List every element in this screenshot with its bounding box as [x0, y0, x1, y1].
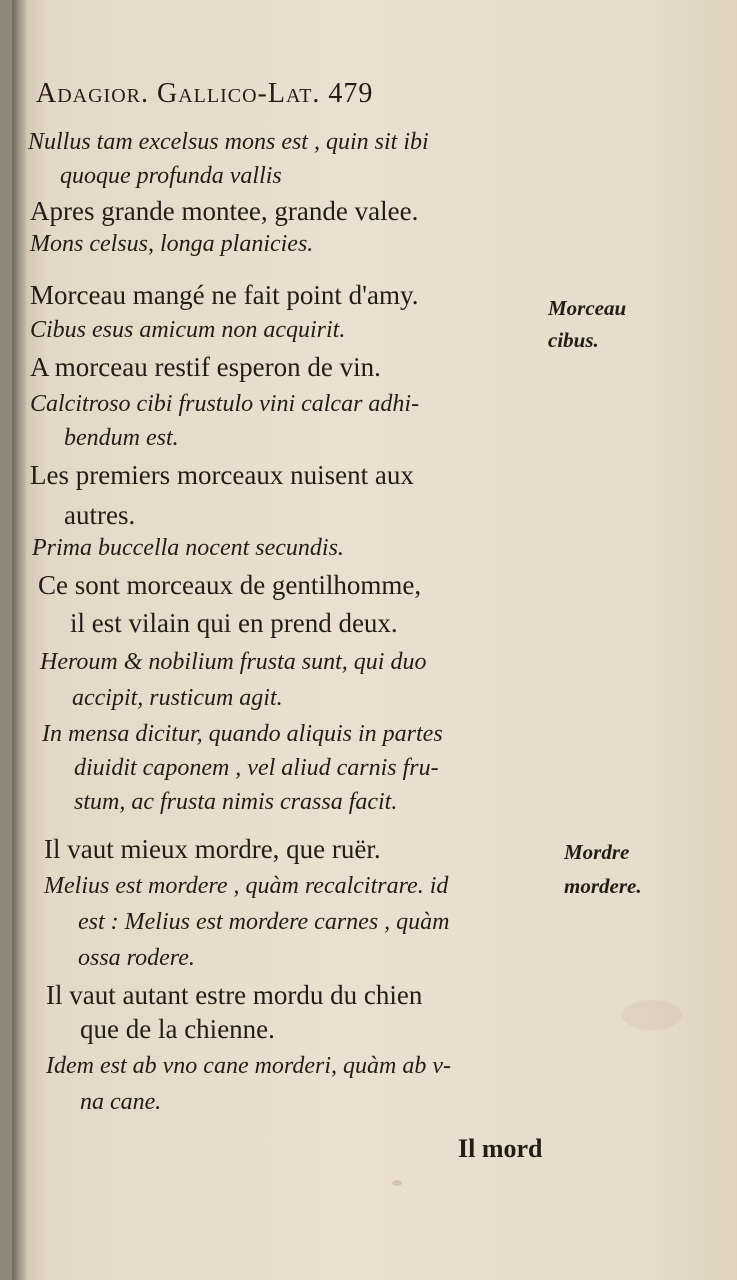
- text-line: Calcitroso cibi frustulo vini calcar adhi-: [30, 391, 420, 417]
- margin-note: mordere.: [564, 874, 642, 898]
- text-line: Il vaut mieux mordre, que ruër.: [44, 834, 381, 864]
- text-line: Heroum & nobilium frusta sunt, qui duo: [40, 649, 427, 675]
- text-line: Apres grande montee, grande valee.: [30, 196, 419, 226]
- text-line: In mensa dicitur, quando aliquis in partes: [42, 721, 443, 747]
- text-line: ossa rodere.: [78, 945, 195, 971]
- paper-stain: [622, 1000, 682, 1030]
- text-line: accipit, rusticum agit.: [72, 685, 283, 711]
- text-line: Les premiers morceaux nuisent aux: [30, 460, 414, 490]
- text-line: Il vaut autant estre mordu du chien: [46, 980, 423, 1010]
- margin-note: Morceau: [548, 296, 627, 320]
- text-line: Mons celsus, longa planicies.: [30, 231, 314, 257]
- text-line: Ce sont morceaux de gentilhomme,: [38, 570, 422, 600]
- text-line: Idem est ab vno cane morderi, quàm ab v-: [46, 1053, 452, 1079]
- text-line: il est vilain qui en prend deux.: [70, 608, 398, 638]
- text-line: quoque profunda vallis: [60, 163, 282, 189]
- text-line: que de la chienne.: [80, 1014, 275, 1044]
- page-gutter: [12, 0, 26, 1280]
- text-line: autres.: [64, 500, 136, 530]
- margin-note: cibus.: [548, 328, 599, 352]
- catchword: Il mord: [458, 1134, 543, 1163]
- text-line: Prima buccella nocent secundis.: [32, 535, 344, 561]
- text-line: Melius est mordere , quàm recalcitrare. id: [44, 873, 449, 899]
- text-line: Cibus esus amicum non acquirit.: [30, 317, 346, 343]
- text-line: est : Melius est mordere carnes , quàm: [78, 909, 450, 935]
- paper-spot: [392, 1180, 402, 1186]
- text-line: diuidit caponem , vel aliud carnis fru-: [74, 755, 439, 781]
- margin-note: Mordre: [564, 840, 630, 864]
- text-line: Morceau mangé ne fait point d'amy.: [30, 280, 419, 310]
- text-line: na cane.: [80, 1089, 162, 1115]
- text-line: bendum est.: [64, 425, 179, 451]
- text-line: Nullus tam excelsus mons est , quin sit ibi: [28, 129, 429, 155]
- page-header: Adagior. Gallico-Lat. 479: [36, 78, 374, 109]
- text-line: A morceau restif esperon de vin.: [30, 352, 381, 382]
- book-page: [12, 0, 737, 1280]
- text-line: stum, ac frusta nimis crassa facit.: [74, 789, 398, 815]
